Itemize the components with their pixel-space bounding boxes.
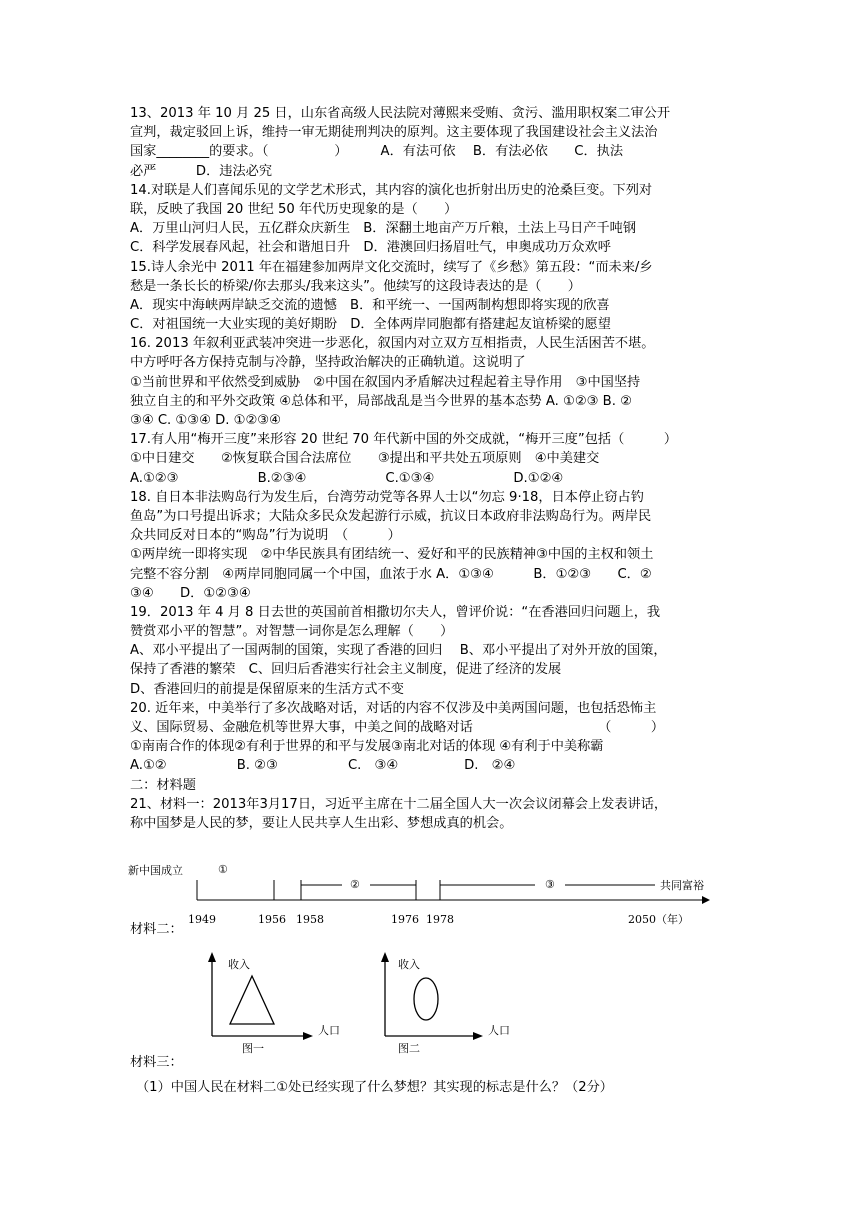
text-line: 独立自主的和平外交政策 ④总体和平，局部战乱是当今世界的基本态势 A. ①②③ B. ② xyxy=(130,393,632,409)
text-line: A、邓小平提出了一国两制的国策，实现了香港的回归 B、邓小平提出了对外开放的国策， xyxy=(130,643,667,659)
text-line: C．科学发展春风起，社会和谐旭日升 D．港澳回归扬眉吐气，申奥成功万众欢呼 xyxy=(130,240,611,256)
figure-1-y-label: 收入 xyxy=(228,958,250,971)
text-line: ③④ C. ①③④ D. ①②③④ xyxy=(130,413,281,428)
text-line: 联，反映了我国 20 世纪 50 年代历史现象的是（ ） xyxy=(130,201,458,217)
figure-2-ellipse-shape xyxy=(414,978,438,1020)
text-line: 鱼岛”为口号提出诉求；大陆众多民众发起游行示威，抗议日本政府非法购岛行为。两岸民 xyxy=(130,508,652,524)
figure-2-y-label: 收入 xyxy=(398,958,420,971)
timeline-marker-1: ① xyxy=(218,863,228,876)
text-line: ①中日建交 ②恢复联合国合法席位 ③提出和平共处五项原则 ④中美建交 xyxy=(130,451,600,467)
text-line: 完整不容分割 ④两岸同胞同属一个中国，血浓于水 A．①③④ B．①②③ C．② xyxy=(130,566,652,582)
text-line: 二：材料题 xyxy=(130,777,196,793)
text-line: A．现实中海峡两岸缺乏交流的遗憾 B．和平统一、一国两制构想即将实现的欣喜 xyxy=(130,297,610,313)
timeline-year-1976: 1976 xyxy=(391,913,419,926)
text-line: 赞赏邓小平的智慧”。对智慧一词你是怎么理解（ ） xyxy=(130,624,454,640)
timeline-marker-3: ③ xyxy=(545,878,555,891)
text-line: ①两岸统一即将实现 ②中华民族具有团结统一、爱好和平的民族精神③中国的主权和领土 xyxy=(130,547,654,563)
text-line: 16. 2013 年叙利亚武装冲突进一步恶化，叙国内对立双方互相指责，人民生活困苦不堪。 xyxy=(130,336,655,352)
figure-1-x-arrow xyxy=(303,1032,313,1040)
figure-1-x-label: 人口 xyxy=(318,1024,340,1037)
text-line: ①当前世界和平依然受到威胁 ②中国在叙国内矛盾解决过程起着主导作用 ③中国坚持 xyxy=(130,374,641,390)
text-line: 14.对联是人们喜闻乐见的文学艺术形式，其内容的演化也折射出历史的沧桑巨变。下列对 xyxy=(130,182,653,198)
timeline-end-label: 共同富裕 xyxy=(660,879,704,892)
text-line: 21、材料一：2013年3月17日，习近平主席在十二届全国人大一次会议闭幕会上发表讲话， xyxy=(130,796,668,812)
text-line: A．万里山河归人民，五亿群众庆新生 B．深翻土地亩产万斤粮，土法上马日产千吨钢 xyxy=(130,221,637,237)
text-line: 保持了香港的繁荣 C、回归后香港实行社会主义制度，促进了经济的发展 xyxy=(130,662,562,678)
text-line: A.①② B. ②③ C. ③④ D. ②④ xyxy=(130,758,516,774)
text-line: D、香港回归的前提是保留原来的生活方式不变 xyxy=(130,681,404,697)
text-line: ③④ D．①②③④ xyxy=(130,585,251,601)
figure-2-y-arrow xyxy=(381,952,389,962)
figure-2-x-arrow xyxy=(473,1032,483,1040)
text-line: A.①②③ B.②③④ C.①③④ D.①②④ xyxy=(130,470,564,486)
timeline-arrow xyxy=(702,896,710,904)
question-1-text: （1）中国人民在材料二①处已经实现了什么梦想？其实现的标志是什么？（2分） xyxy=(136,1080,613,1095)
figure-1-triangle-shape xyxy=(230,976,274,1024)
text-line: C．对祖国统一大业实现的美好期盼 D．全体两岸同胞都有搭建起友谊桥梁的愿望 xyxy=(130,317,611,333)
question-text-block xyxy=(130,104,730,833)
figure-2-x-label: 人口 xyxy=(488,1024,510,1037)
timeline-year-1956: 1956 xyxy=(258,913,286,926)
timeline-year-1949: 1949 xyxy=(188,913,216,926)
timeline-year-1958: 1958 xyxy=(296,913,324,926)
text-line: 国家________的要求。（ ） A．有法可依 B．有法必依 C．执法 xyxy=(130,144,624,160)
text-line: ①南南合作的体现②有利于世界的和平与发展③南北对话的体现 ④有利于中美称霸 xyxy=(130,739,604,755)
figure-1-caption: 图一 xyxy=(242,1042,264,1055)
text-line: 众共同反对日本的“购岛”行为说明 （ ） xyxy=(130,528,401,544)
income-population-figures xyxy=(120,948,560,1066)
timeline-year-1978: 1978 xyxy=(426,913,454,926)
timeline-start-label: 新中国成立 xyxy=(128,864,183,877)
timeline-year-2050: 2050（年） xyxy=(628,913,689,926)
text-line: 必严 D．违法必究 xyxy=(130,163,273,179)
text-line: 宣判，裁定驳回上诉，维持一审无期徒刑判决的原判。这主要体现了我国建设社会主义法治 xyxy=(130,125,658,141)
text-line: 19．2013 年 4 月 8 日去世的英国前首相撒切尔夫人，曾评价说：“在香港回归问题上，我 xyxy=(130,604,661,620)
figure-1-y-arrow xyxy=(208,952,216,962)
text-line: 称中国梦是人民的梦，要让人民共享人生出彩、梦想成真的机会。 xyxy=(130,815,513,831)
material-2-label: 材料二： xyxy=(130,922,183,937)
text-line: 18. 自日本非法购岛行为发生后，台湾劳动党等各界人士以“勿忘 9·18，日本停止窃占钓 xyxy=(130,489,644,505)
timeline-marker-2: ② xyxy=(350,878,360,891)
text-line: 20. 近年来，中美举行了多次战略对话，对话的内容不仅涉及中美两国问题，也包括恐怖主 xyxy=(130,700,657,716)
timeline-diagram xyxy=(120,858,720,928)
text-line: 愁是一条长长的桥梁/你去那头/我来这头”。他续写的这段诗表达的是（ ） xyxy=(130,278,581,294)
text-line: 13、2013 年 10 月 25 日，山东省高级人民法院对薄熙来受贿、贪污、滥用职权案二审公开 xyxy=(130,106,671,121)
material-3-label: 材料三： xyxy=(130,1055,183,1070)
text-line: 义、国际贸易、金融危机等世界大事，中美之间的战略对话 （ ） xyxy=(130,720,665,735)
text-line: 中方呼吁各方保持克制与冷静，坚持政治解决的正确轨道。这说明了 xyxy=(130,355,526,371)
text-line: 17.有人用“梅开三度”来形容 20 世纪 70 年代新中国的外交成就，“梅开三度”包括（ ） xyxy=(130,432,678,448)
text-line: 15.诗人余光中 2011 年在福建参加两岸文化交流时，续写了《乡愁》第五段：“而未来/乡 xyxy=(130,259,653,275)
figure-2-caption: 图二 xyxy=(398,1042,420,1055)
